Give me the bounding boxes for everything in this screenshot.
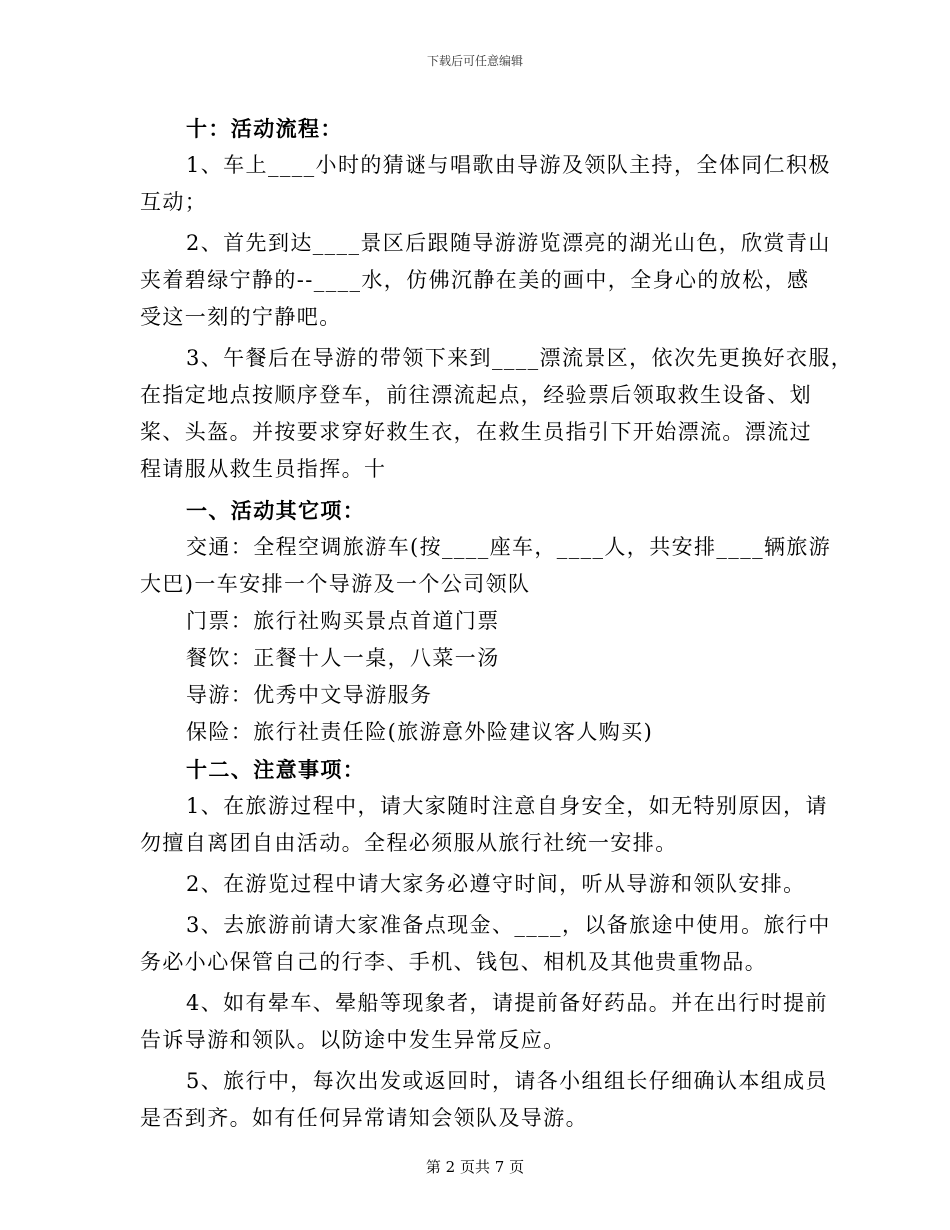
paragraph-line: 5、旅行中，每次出发或返回时，请各小组组长仔细确认本组成员: [186, 1069, 828, 1093]
paragraph-line: 3、午餐后在导游的带领下来到____漂流景区，依次先更换好衣服，: [186, 346, 854, 370]
page-header: 下载后可任意编辑: [426, 54, 523, 68]
paragraph-line: 2、首先到达____景区后跟随导游游览漂亮的湖光山色，欣赏青山: [186, 231, 831, 255]
paragraph-line: 互动；: [140, 190, 208, 214]
paragraph-line: 1、车上____小时的猜谜与唱歌由导游及领队主持，全体同仁积极: [186, 153, 831, 177]
paragraph-line: 4、如有晕车、晕船等现象者，请提前备好药品。并在出行时提前: [186, 991, 828, 1015]
paragraph-line: 程请服从救生员指挥。十: [140, 457, 387, 481]
paragraph-line: 交通：全程空调旅游车(按____座车，____人，共安排____辆旅游: [186, 535, 832, 559]
document-body: [140, 110, 854, 1137]
section-heading-other-items: 一、活动其它项：: [186, 498, 366, 523]
paragraph-line: 1、在旅游过程中，请大家随时注意自身安全，如无特别原因，请: [186, 794, 828, 818]
paragraph-line: 3、去旅游前请大家准备点现金、____，以备旅途中使用。旅行中: [186, 913, 831, 937]
paragraph-line: 告诉导游和领队。以防途中发生异常反应。: [140, 1028, 566, 1052]
paragraph-line: 桨、头盔。并按要求穿好救生衣，在救生员指引下开始漂流。漂流过: [140, 420, 812, 444]
paragraph-line: 2、在游览过程中请大家务必遵守时间，听从导游和领队安排。: [186, 872, 806, 896]
section-heading-activity-flow: 十：活动流程：: [186, 116, 343, 141]
paragraph-line: 夹着碧绿宁静的--____水，仿佛沉静在美的画中，全身心的放松，感: [140, 268, 810, 292]
paragraph-line: 是否到齐。如有任何异常请知会领队及导游。: [140, 1106, 588, 1130]
paragraph-line: 保险：旅行社责任险(旅游意外险建议客人购买): [186, 720, 654, 744]
paragraph-line: 导游：优秀中文导游服务: [186, 683, 433, 707]
paragraph-line: 勿擅自离团自由活动。全程必须服从旅行社统一安排。: [140, 831, 678, 855]
paragraph-line: 受这一刻的宁静吧。: [140, 305, 342, 329]
paragraph-line: 在指定地点按顺序登车，前往漂流起点，经验票后领取救生设备、划: [140, 383, 812, 407]
paragraph-line: 大巴)一车安排一个导游及一个公司领队: [140, 572, 531, 596]
paragraph-line: 务必小心保管自己的行李、手机、钱包、相机及其他贵重物品。: [140, 950, 768, 974]
section-heading-notes: 十二、注意事项：: [186, 757, 366, 782]
paragraph-line: 餐饮：正餐十人一桌，八菜一汤: [186, 646, 500, 670]
page-number: 第 2 页共 7 页: [425, 1158, 525, 1176]
paragraph-line: 门票：旅行社购买景点首道门票: [186, 609, 500, 633]
